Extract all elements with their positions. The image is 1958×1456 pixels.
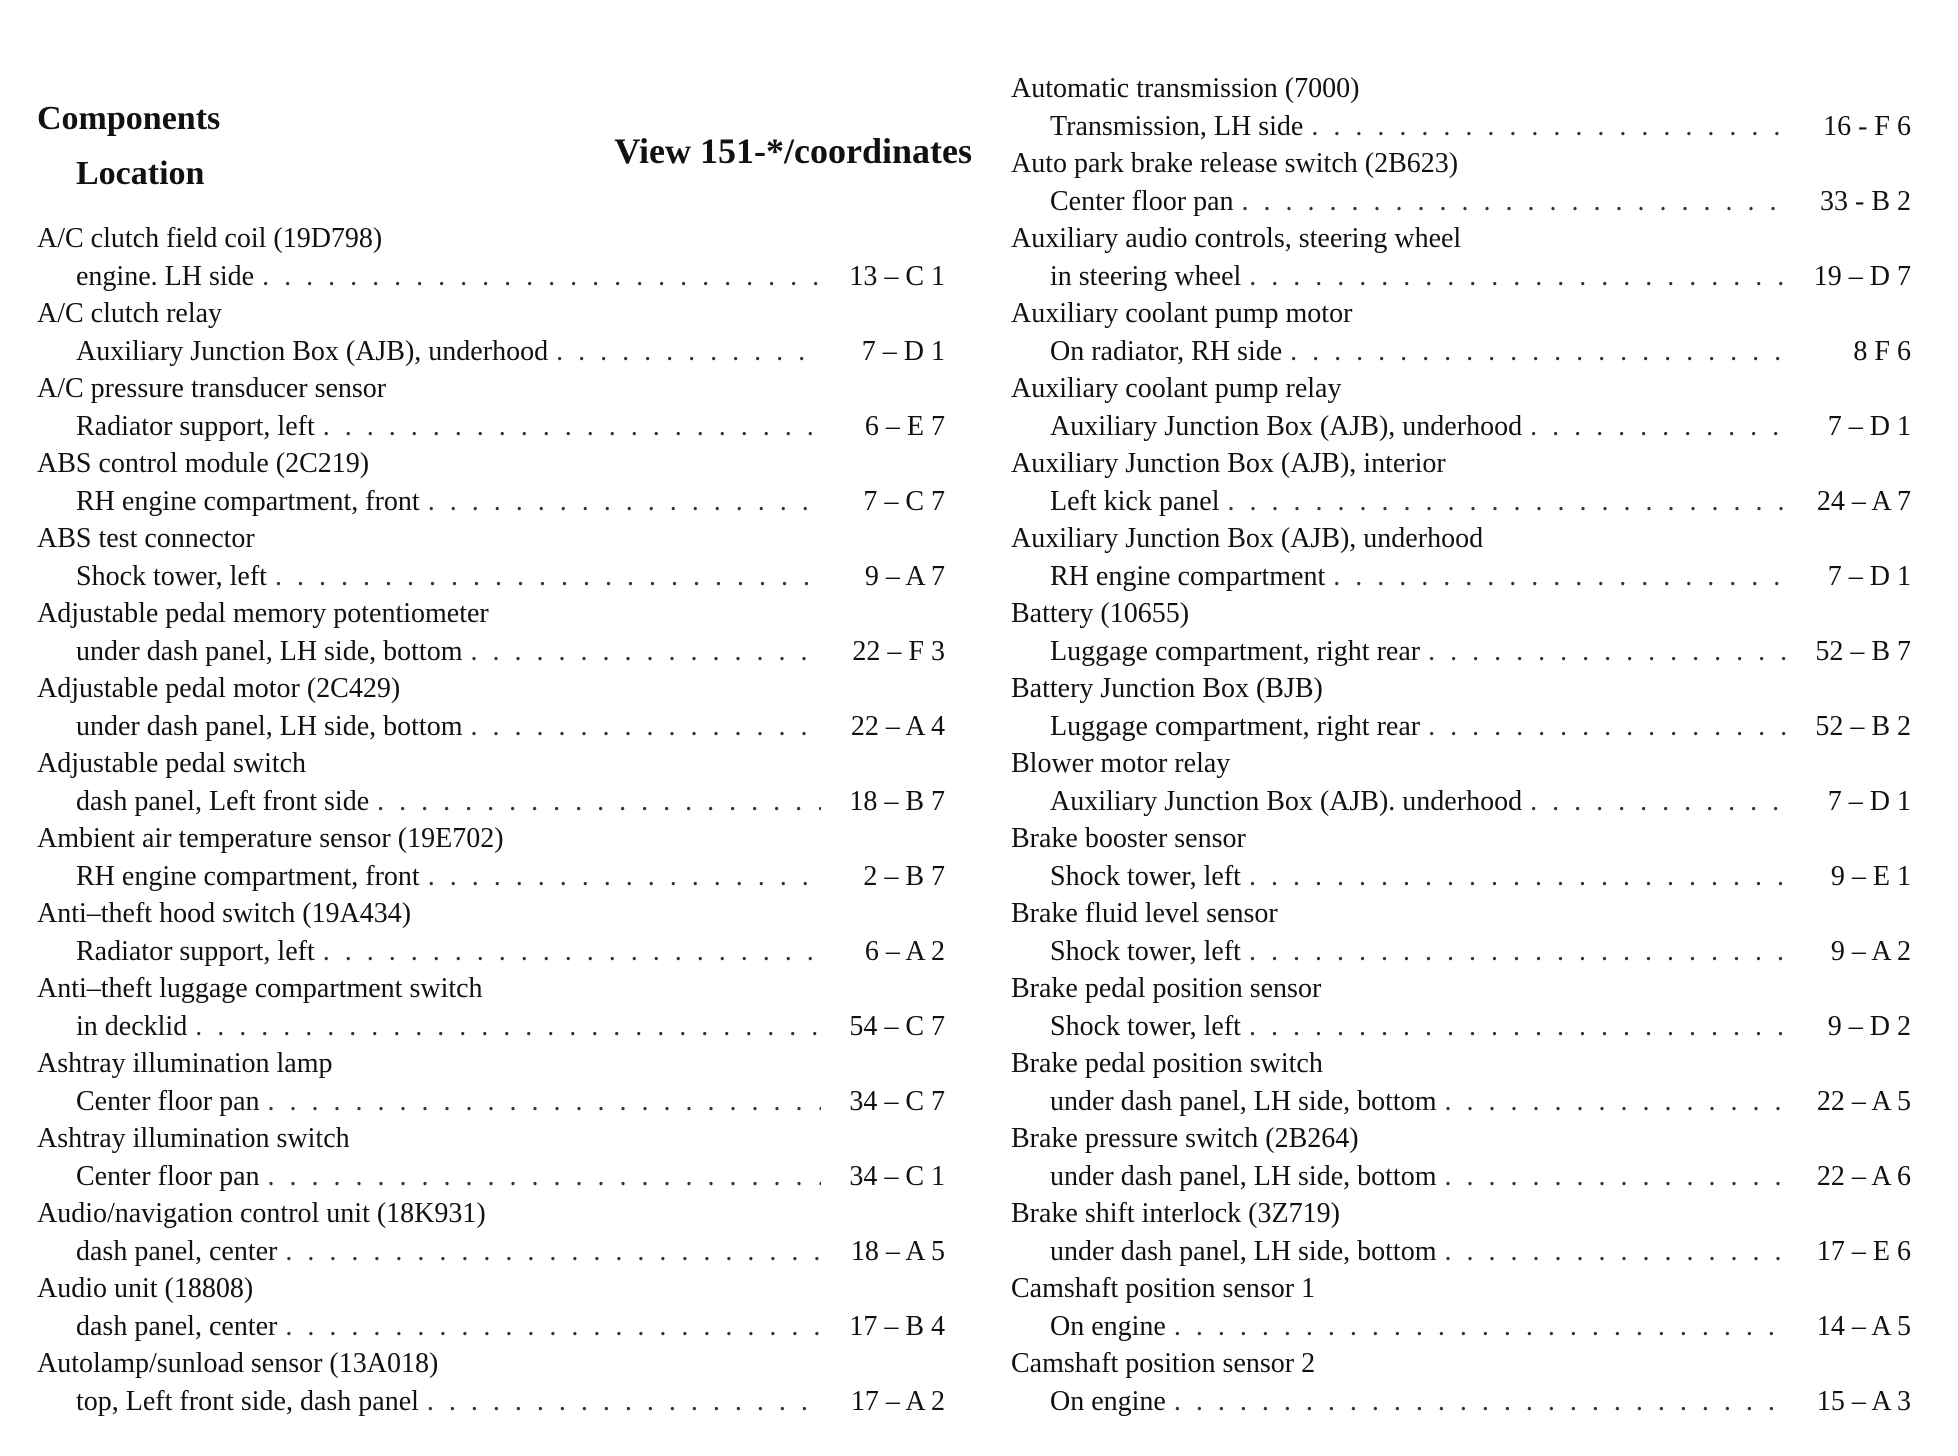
- component-entry: [1011, 970, 1911, 1045]
- component-location-row: [1011, 1158, 1911, 1196]
- component-location-row: [1011, 1383, 1911, 1421]
- component-name: Brake booster sensor: [1011, 823, 1246, 854]
- view-coordinate: 9 – A 7: [864, 560, 945, 592]
- dot-leader: [1249, 933, 1787, 971]
- view-coordinate: 52 – B 7: [1815, 635, 1911, 667]
- view-coordinate: 6 – E 7: [864, 410, 945, 442]
- component-location-row: [37, 558, 945, 596]
- dot-leader: [470, 708, 821, 746]
- component-location: Radiator support, left: [76, 410, 315, 442]
- component-entry: [1011, 1345, 1911, 1420]
- dot-leader: [285, 1233, 821, 1271]
- view-coordinate: 17 – E 6: [1816, 1235, 1911, 1267]
- dot-leader: [556, 333, 821, 371]
- dot-leader: [323, 933, 821, 971]
- view-coordinate: 22 – F 3: [852, 635, 945, 667]
- component-location: Luggage compartment, right rear: [1050, 635, 1421, 667]
- component-location-row: [1011, 483, 1911, 521]
- dot-leader: [1333, 558, 1787, 596]
- component-location-row: [37, 1008, 945, 1046]
- component-location-row: [37, 1233, 945, 1271]
- component-location: RH engine compartment: [1050, 560, 1326, 592]
- dot-leader: [1530, 408, 1787, 446]
- component-location-row: [37, 258, 945, 296]
- dot-leader: [1311, 108, 1787, 146]
- component-location: Center floor pan: [76, 1160, 260, 1192]
- component-entry: [1011, 895, 1911, 970]
- component-entry: [37, 1045, 945, 1120]
- view-coordinate: 22 – A 6: [1816, 1160, 1911, 1192]
- component-name: Battery (10655): [1011, 598, 1190, 629]
- component-name: Auxiliary coolant pump relay: [1011, 373, 1342, 404]
- component-entry: [37, 520, 945, 595]
- component-entry: [37, 895, 945, 970]
- component-location: dash panel, center: [76, 1235, 278, 1267]
- component-location: under dash panel, LH side, bottom: [76, 710, 463, 742]
- view-coordinate: 9 – E 1: [1830, 860, 1911, 892]
- component-name: Brake pedal position sensor: [1011, 973, 1322, 1004]
- view-coordinate: 9 – D 2: [1827, 1010, 1911, 1042]
- component-name: Auxiliary coolant pump motor: [1011, 298, 1353, 329]
- component-entry: [1011, 520, 1911, 595]
- component-location-row: [37, 483, 945, 521]
- component-location-row: [37, 708, 945, 746]
- component-location: Center floor pan: [1050, 185, 1234, 217]
- component-location: Radiator support, left: [76, 935, 315, 967]
- component-location-row: [37, 408, 945, 446]
- view-coordinate: 13 – C 1: [849, 260, 945, 292]
- dot-leader: [1227, 483, 1787, 521]
- component-location: Shock tower, left: [1050, 935, 1241, 967]
- dot-leader: [1444, 1083, 1787, 1121]
- component-name: Ambient air temperature sensor (19E702): [37, 823, 504, 854]
- component-location: On engine: [1050, 1385, 1166, 1417]
- view-coordinate: 14 – A 5: [1816, 1310, 1911, 1342]
- component-location: dash panel, center: [76, 1310, 278, 1342]
- index-header: [37, 0, 972, 220]
- dot-leader: [275, 558, 821, 596]
- component-name: Audio unit (18808): [37, 1273, 254, 1304]
- component-location-row: [37, 933, 945, 971]
- component-name: ABS test connector: [37, 523, 255, 554]
- component-name: Adjustable pedal memory potentiometer: [37, 598, 489, 629]
- dot-leader: [1428, 708, 1787, 746]
- dot-leader: [195, 1008, 821, 1046]
- view-coordinate: 7 – D 1: [1827, 410, 1911, 442]
- dot-leader: [428, 483, 821, 521]
- component-entry: [37, 220, 945, 295]
- component-name: Blower motor relay: [1011, 748, 1231, 779]
- view-coordinate: 54 – C 7: [849, 1010, 945, 1042]
- dot-leader: [262, 258, 821, 296]
- component-location-row: [1011, 1083, 1911, 1121]
- view-coordinate: 18 – A 5: [850, 1235, 945, 1267]
- dot-leader: [1444, 1158, 1787, 1196]
- view-coordinate: 7 – C 7: [863, 485, 945, 517]
- dot-leader: [323, 408, 821, 446]
- component-name: Audio/navigation control unit (18K931): [37, 1198, 486, 1229]
- component-name: A/C clutch field coil (19D798): [37, 223, 383, 254]
- view-coordinate: 22 – A 5: [1816, 1085, 1911, 1117]
- dot-leader: [428, 858, 821, 896]
- component-name: Anti–theft hood switch (19A434): [37, 898, 412, 929]
- component-name: Brake pedal position switch: [1011, 1048, 1323, 1079]
- left-column: [37, 0, 972, 1417]
- component-location: in decklid: [76, 1010, 188, 1042]
- view-coordinates-heading: View 151-*/coordinates: [614, 131, 972, 171]
- component-entry: [1011, 1120, 1911, 1195]
- component-entry: [1011, 670, 1911, 745]
- right-entry-list: [1011, 70, 1911, 1420]
- component-location-row: [1011, 1233, 1911, 1271]
- component-entry: [1011, 1270, 1911, 1345]
- component-location: under dash panel, LH side, bottom: [1050, 1235, 1437, 1267]
- view-coordinate: 7 – D 1: [1827, 785, 1911, 817]
- component-location-row: [37, 1083, 945, 1121]
- component-entry: [1011, 145, 1911, 220]
- component-entry: [1011, 295, 1911, 370]
- component-location: Luggage compartment, right rear: [1050, 710, 1421, 742]
- component-location: engine. LH side: [76, 260, 255, 292]
- component-location: Left kick panel: [1050, 485, 1220, 517]
- component-location-row: [1011, 858, 1911, 896]
- component-location: Auxiliary Junction Box (AJB). underhood: [1050, 785, 1523, 817]
- component-entry: [37, 445, 945, 520]
- component-entry: [37, 1270, 945, 1345]
- component-name: Brake fluid level sensor: [1011, 898, 1278, 929]
- component-location-row: [37, 1383, 945, 1421]
- component-name: Auxiliary Junction Box (AJB), underhood: [1011, 523, 1484, 554]
- component-entry: [1011, 1045, 1911, 1120]
- view-coordinate: 18 – B 7: [849, 785, 945, 817]
- component-location-row: [37, 783, 945, 821]
- component-entry: [37, 1195, 945, 1270]
- component-entry: [37, 820, 945, 895]
- view-coordinate: 8 F 6: [1853, 335, 1911, 367]
- component-location-row: [1011, 1308, 1911, 1346]
- component-entry: [1011, 220, 1911, 295]
- component-name: Auxiliary Junction Box (AJB), interior: [1011, 448, 1446, 479]
- component-location-row: [1011, 933, 1911, 971]
- component-location: under dash panel, LH side, bottom: [1050, 1085, 1437, 1117]
- component-entry: [1011, 1195, 1911, 1270]
- component-location-row: [1011, 783, 1911, 821]
- component-location: Center floor pan: [76, 1085, 260, 1117]
- dot-leader: [1444, 1233, 1787, 1271]
- component-name: Adjustable pedal motor (2C429): [37, 673, 401, 704]
- view-coordinate: 16 - F 6: [1823, 110, 1911, 142]
- view-coordinate: 15 – A 3: [1816, 1385, 1911, 1417]
- component-location: RH engine compartment, front: [76, 485, 420, 517]
- component-location-row: [37, 633, 945, 671]
- location-heading: Location: [76, 155, 205, 192]
- component-location: Shock tower, left: [76, 560, 267, 592]
- component-location-row: [1011, 558, 1911, 596]
- component-location-row: [1011, 708, 1911, 746]
- component-name: Auxiliary audio controls, steering wheel: [1011, 223, 1462, 254]
- component-location-row: [1011, 1008, 1911, 1046]
- left-entry-list: [37, 220, 945, 1420]
- component-location-row: [37, 333, 945, 371]
- dot-leader: [377, 783, 821, 821]
- dot-leader: [1530, 783, 1787, 821]
- dot-leader: [1249, 858, 1787, 896]
- component-location-row: [1011, 108, 1911, 146]
- component-name: Anti–theft luggage compartment switch: [37, 973, 483, 1004]
- view-coordinate: 17 – B 4: [849, 1310, 945, 1342]
- component-location: RH engine compartment, front: [76, 860, 420, 892]
- dot-leader: [1290, 333, 1787, 371]
- component-entry: [37, 745, 945, 820]
- component-location: Auxiliary Junction Box (AJB), underhood: [76, 335, 549, 367]
- component-location-row: [1011, 333, 1911, 371]
- component-entry: [1011, 70, 1911, 145]
- component-name: A/C pressure transducer sensor: [37, 373, 387, 404]
- component-name: Camshaft position sensor 2: [1011, 1348, 1316, 1379]
- component-name: Battery Junction Box (BJB): [1011, 673, 1323, 704]
- component-location-row: [1011, 183, 1911, 221]
- component-entry: [37, 670, 945, 745]
- view-coordinate: 6 – A 2: [864, 935, 945, 967]
- view-coordinate: 19 – D 7: [1813, 260, 1911, 292]
- component-location: Shock tower, left: [1050, 1010, 1241, 1042]
- view-coordinate: 34 – C 7: [849, 1085, 945, 1117]
- component-entry: [1011, 370, 1911, 445]
- component-name: ABS control module (2C219): [37, 448, 370, 479]
- view-coordinate: 34 – C 1: [849, 1160, 945, 1192]
- component-location: Transmission, LH side: [1050, 110, 1304, 142]
- component-entry: [1011, 445, 1911, 520]
- component-entry: [37, 370, 945, 445]
- component-location: On radiator, RH side: [1050, 335, 1283, 367]
- view-coordinate: 2 – B 7: [863, 860, 945, 892]
- view-coordinate: 17 – A 2: [850, 1385, 945, 1417]
- component-location-row: [1011, 408, 1911, 446]
- component-name: Ashtray illumination lamp: [37, 1048, 333, 1079]
- component-name: Camshaft position sensor 1: [1011, 1273, 1316, 1304]
- component-location: On engine: [1050, 1310, 1166, 1342]
- dot-leader: [470, 633, 821, 671]
- component-entry: [1011, 820, 1911, 895]
- component-name: Adjustable pedal switch: [37, 748, 307, 779]
- view-coordinate: 33 - B 2: [1820, 185, 1911, 217]
- dot-leader: [1242, 183, 1788, 221]
- dot-leader: [1249, 1008, 1787, 1046]
- view-coordinate: 22 – A 4: [850, 710, 945, 742]
- component-entry: [37, 295, 945, 370]
- component-location: in steering wheel: [1050, 260, 1242, 292]
- component-location: under dash panel, LH side, bottom: [1050, 1160, 1437, 1192]
- view-coordinate: 52 – B 2: [1815, 710, 1911, 742]
- component-location-row: [37, 858, 945, 896]
- component-entry: [1011, 595, 1911, 670]
- component-name: Auto park brake release switch (2B623): [1011, 148, 1459, 179]
- dot-leader: [268, 1083, 822, 1121]
- component-location: dash panel, Left front side: [76, 785, 370, 817]
- dot-leader: [1249, 258, 1787, 296]
- component-name: Automatic transmission (7000): [1011, 73, 1360, 104]
- dot-leader: [1174, 1383, 1787, 1421]
- component-entry: [37, 1120, 945, 1195]
- component-location: under dash panel, LH side, bottom: [76, 635, 463, 667]
- component-location-row: [37, 1158, 945, 1196]
- view-coordinate: 9 – A 2: [1830, 935, 1911, 967]
- component-name: Ashtray illumination switch: [37, 1123, 350, 1154]
- component-location-row: [37, 1308, 945, 1346]
- dot-leader: [427, 1383, 821, 1421]
- component-entry: [37, 595, 945, 670]
- dot-leader: [285, 1308, 821, 1346]
- components-heading: Components: [37, 100, 221, 137]
- view-coordinate: 24 – A 7: [1816, 485, 1911, 517]
- view-coordinate: 7 – D 1: [1827, 560, 1911, 592]
- component-location-row: [1011, 633, 1911, 671]
- view-coordinate: 7 – D 1: [861, 335, 945, 367]
- dot-leader: [268, 1158, 822, 1196]
- component-name: Brake pressure switch (2B264): [1011, 1123, 1359, 1154]
- component-name: Brake shift interlock (3Z719): [1011, 1198, 1340, 1229]
- component-location: Shock tower, left: [1050, 860, 1241, 892]
- component-entry: [37, 1345, 945, 1420]
- component-location: Auxiliary Junction Box (AJB), underhood: [1050, 410, 1523, 442]
- component-name: A/C clutch relay: [37, 298, 223, 329]
- dot-leader: [1428, 633, 1787, 671]
- component-name: Autolamp/sunload sensor (13A018): [37, 1348, 439, 1379]
- component-entry: [37, 970, 945, 1045]
- component-location-row: [1011, 258, 1911, 296]
- component-entry: [1011, 745, 1911, 820]
- dot-leader: [1174, 1308, 1787, 1346]
- component-location: top, Left front side, dash panel: [76, 1385, 419, 1417]
